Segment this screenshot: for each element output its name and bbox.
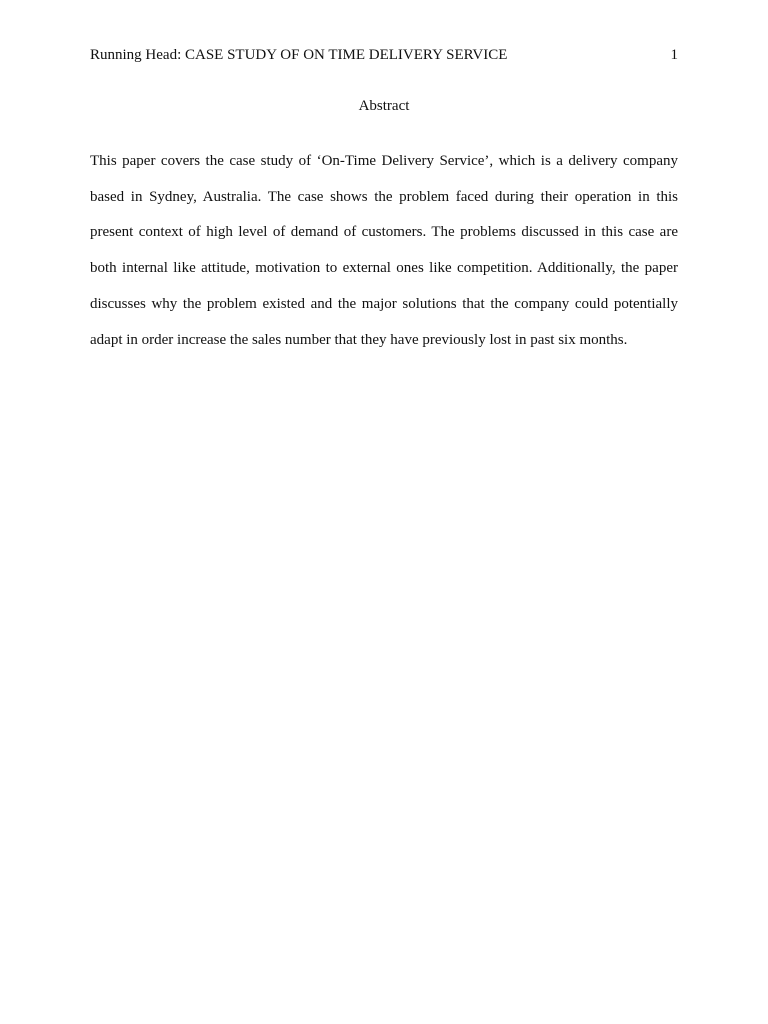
abstract-heading: Abstract — [358, 98, 410, 114]
page-number: 1 — [670, 47, 678, 63]
abstract-paragraph: This paper covers the case study of ‘On-Time Delivery Service’, which is a delivery company based in Sydney, Australia. The case shows the problem faced during their operation in this present context of high level of demand of customers. The problems discussed in this case are both internal like attitude, motivation to external ones like competition. Additionally, the paper discusses why the problem existed and the major solutions that the company could potentially adapt in order increase the sales number that they have previously lost in past six months. — [90, 153, 678, 348]
running-head-title: Running Head: CASE STUDY OF ON TIME DELIVERY SERVICE — [90, 47, 508, 63]
running-head — [90, 46, 678, 64]
